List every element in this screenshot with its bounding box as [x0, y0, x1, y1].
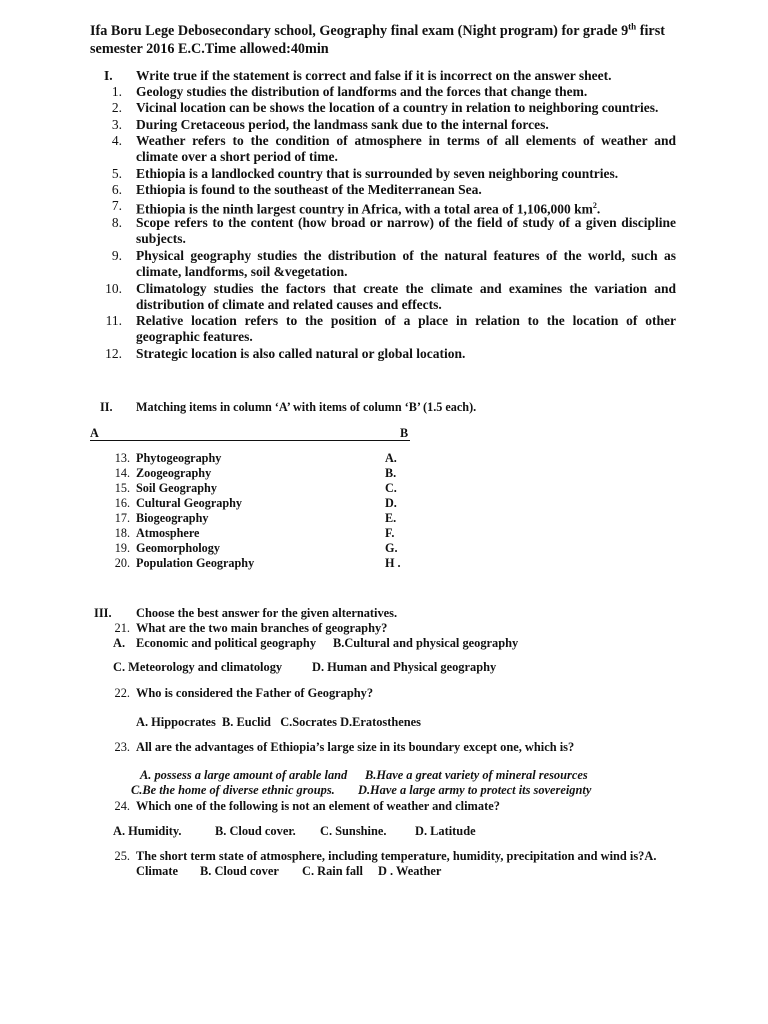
item-number: 8.: [111, 215, 122, 230]
question-number: 25.: [114, 849, 130, 863]
answer-options: A. Hippocrates B. Euclid C.Socrates D.Eratosthenes: [136, 715, 421, 729]
item-number: 2.: [111, 100, 122, 115]
match-item-b: D.: [385, 496, 397, 510]
match-item-b: A.: [385, 451, 397, 465]
match-item-a: Population Geography: [136, 556, 255, 570]
column-a-heading: A: [90, 426, 99, 440]
section-2-instruction: Matching items in column ‘A’ with items of column ‘B’ (1.5 each).: [136, 400, 477, 414]
option-b: B.Have a great variety of mineral resources: [365, 768, 588, 782]
option-b: B. Cloud cover: [200, 864, 279, 878]
item-number: 4.: [111, 133, 122, 148]
match-item-b: E.: [385, 511, 397, 525]
item-number: 1.: [111, 84, 122, 99]
section-3-numeral: III.: [94, 606, 112, 620]
question-number: 21.: [114, 621, 130, 635]
list-item: Strategic location is also called natural or global location.: [136, 346, 466, 361]
item-number: 17.: [114, 511, 130, 525]
match-item-a: Phytogeography: [136, 451, 222, 465]
match-item-a: Geomorphology: [136, 541, 220, 555]
item-number: 3.: [111, 117, 122, 132]
item-number: 9.: [111, 248, 122, 263]
option-c: C. Rain fall: [302, 864, 363, 878]
question-number: 24.: [114, 799, 130, 813]
option-b: B. Cloud cover.: [215, 824, 296, 838]
option-c: C. Sunshine.: [320, 824, 387, 838]
question-number: 22.: [114, 686, 130, 700]
list-item: Geology studies the distribution of landforms and the forces that change them.: [136, 84, 588, 99]
exam-header: [90, 22, 690, 58]
list-item: Relative location refers to the position of a place in relation to the location of other geographic features.: [136, 313, 676, 345]
item-number: 5.: [111, 166, 122, 181]
item-number: 20.: [114, 556, 130, 570]
match-item-b: B.: [385, 466, 397, 480]
item-number: 10.: [105, 281, 122, 296]
item-number: 19.: [114, 541, 130, 555]
list-item: Ethiopia is found to the southeast of the Mediterranean Sea.: [136, 182, 482, 197]
list-item: Climatology studies the factors that create the climate and examines the variation and distribution of climate and related causes and effects.: [136, 281, 676, 313]
option-c: C.Be the home of diverse ethnic groups.: [131, 783, 335, 797]
section-2-numeral: II.: [100, 400, 113, 414]
option-c: C. Meteorology and climatology: [113, 660, 283, 674]
list-item: Scope refers to the content (how broad or narrow) of the field of study of a given discipline subjects.: [136, 215, 676, 247]
option-d: D.Have a large army to protect its sovereignty: [358, 783, 592, 797]
option-a: A. Humidity.: [113, 824, 182, 838]
list-item: During Cretaceous period, the landmass sank due to the internal forces.: [136, 117, 549, 132]
question-text: Who is considered the Father of Geography?: [136, 686, 374, 700]
item-number: 6.: [111, 182, 122, 197]
option-d: D. Human and Physical geography: [312, 660, 497, 674]
option-d: D. Latitude: [415, 824, 476, 838]
item-number: 13.: [114, 451, 130, 465]
item-number: 18.: [114, 526, 130, 540]
match-item-b: F.: [385, 526, 395, 540]
column-b-heading: B: [400, 426, 409, 440]
option-a: Climate: [136, 864, 178, 878]
match-item-b: C.: [385, 481, 397, 495]
option-a: A. possess a large amount of arable land: [140, 768, 348, 782]
header-line-1: Ifa Boru Lege Debosecondary school, Geography final exam (Night program) for grade 9th first: [90, 21, 665, 39]
item-number: 16.: [114, 496, 130, 510]
question-text: The short term state of atmosphere, including temperature, humidity, precipitation and wind is?A.: [136, 849, 657, 863]
match-item-a: Soil Geography: [136, 481, 217, 495]
match-item-a: Zoogeography: [136, 466, 212, 480]
option-a: Economic and political geography: [136, 636, 317, 650]
match-item-a: Atmosphere: [136, 526, 200, 540]
item-number: 11.: [105, 313, 122, 328]
option-d: D . Weather: [378, 864, 442, 878]
item-number: 14.: [114, 466, 130, 480]
option-b: B.Cultural and physical geography: [333, 636, 519, 650]
list-item: Ethiopia is a landlocked country that is surrounded by seven neighboring countries.: [136, 166, 619, 181]
column-divider: [90, 440, 410, 441]
item-number: 12.: [105, 346, 122, 361]
match-item-b: G.: [385, 541, 398, 555]
question-text: What are the two main branches of geography?: [136, 621, 388, 635]
question-text: All are the advantages of Ethiopia’s large size in its boundary except one, which is?: [136, 740, 575, 754]
list-item: Vicinal location can be shows the location of a country in relation to neighboring countries.: [136, 100, 659, 115]
list-item: Ethiopia is the ninth largest country in Africa, with a total area of 1,106,000 $km^2$.: [136, 201, 601, 217]
header-line-2: semester 2016 E.C.Time allowed:40min: [90, 41, 329, 57]
option-a-letter: A.: [113, 636, 126, 650]
question-text: Which one of the following is not an element of weather and climate?: [136, 799, 500, 813]
section-3-instruction: Choose the best answer for the given alternatives.: [136, 606, 398, 620]
item-number: 15.: [114, 481, 130, 495]
match-item-a: Cultural Geography: [136, 496, 242, 510]
match-item-b: H .: [385, 556, 401, 570]
list-item: Weather refers to the condition of atmosphere in terms of all elements of weather and climate over a short period of time.: [136, 133, 676, 165]
section-1-instruction: Write true if the statement is correct and false if it is incorrect on the answer sheet.: [136, 68, 612, 83]
match-item-a: Biogeography: [136, 511, 209, 525]
question-number: 23.: [114, 740, 130, 754]
section-1-numeral: I.: [104, 68, 113, 83]
item-number: 7.: [111, 198, 122, 213]
list-item: Physical geography studies the distribution of the natural features of the world, such as climate, landforms, soil &vegetation.: [136, 248, 676, 280]
